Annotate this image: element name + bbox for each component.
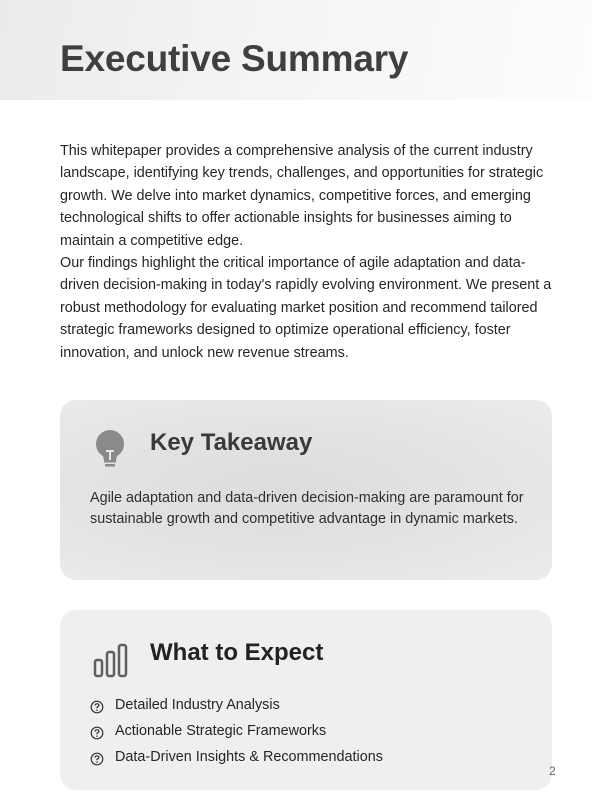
intro-paragraph: Our findings highlight the critical importance of agile adaptation and data-driven decision-making in today's rapidly evolving environment. We present a robust methodology for evaluating market position and recommend tailored strategic frameworks designed to optimize operational efficiency, foster innovation, and unlock new revenue streams. (60, 255, 552, 361)
list-item-label: Actionable Strategic Frameworks (115, 723, 327, 739)
what-to-expect-title: What to Expect (150, 639, 324, 666)
list-item (90, 692, 383, 718)
intro-section (60, 140, 560, 364)
question-circle-icon (90, 700, 104, 714)
list-item-label: Detailed Industry Analysis (115, 697, 280, 713)
page-number: 2 (549, 764, 556, 778)
list-item-label: Data-Driven Insights & Recommendations (115, 749, 383, 765)
list-item (90, 744, 383, 770)
key-takeaway-card (60, 400, 552, 580)
key-takeaway-body: Agile adaptation and data-driven decision-making are paramount for sustainable growth and competitive advantage in dynamic markets. (90, 490, 524, 527)
intro-paragraph: This whitepaper provides a comprehensive analysis of the current industry landscape, identifying key trends, challenges, and opportunities for strategic growth. We delve into market dynamics, competitive forces, and emerging technological shifts to offer actionable insights for businesses aiming to maintain a competitive edge. (60, 143, 544, 249)
page-title: Executive Summary (60, 38, 409, 79)
question-circle-icon (90, 726, 104, 740)
lightbulb-icon (94, 430, 126, 475)
list-item (90, 718, 383, 744)
what-to-expect-card (60, 610, 552, 790)
question-circle-icon (90, 752, 104, 766)
expect-list (90, 692, 383, 770)
bar-chart-icon (93, 643, 129, 684)
key-takeaway-title: Key Takeaway (150, 429, 313, 456)
